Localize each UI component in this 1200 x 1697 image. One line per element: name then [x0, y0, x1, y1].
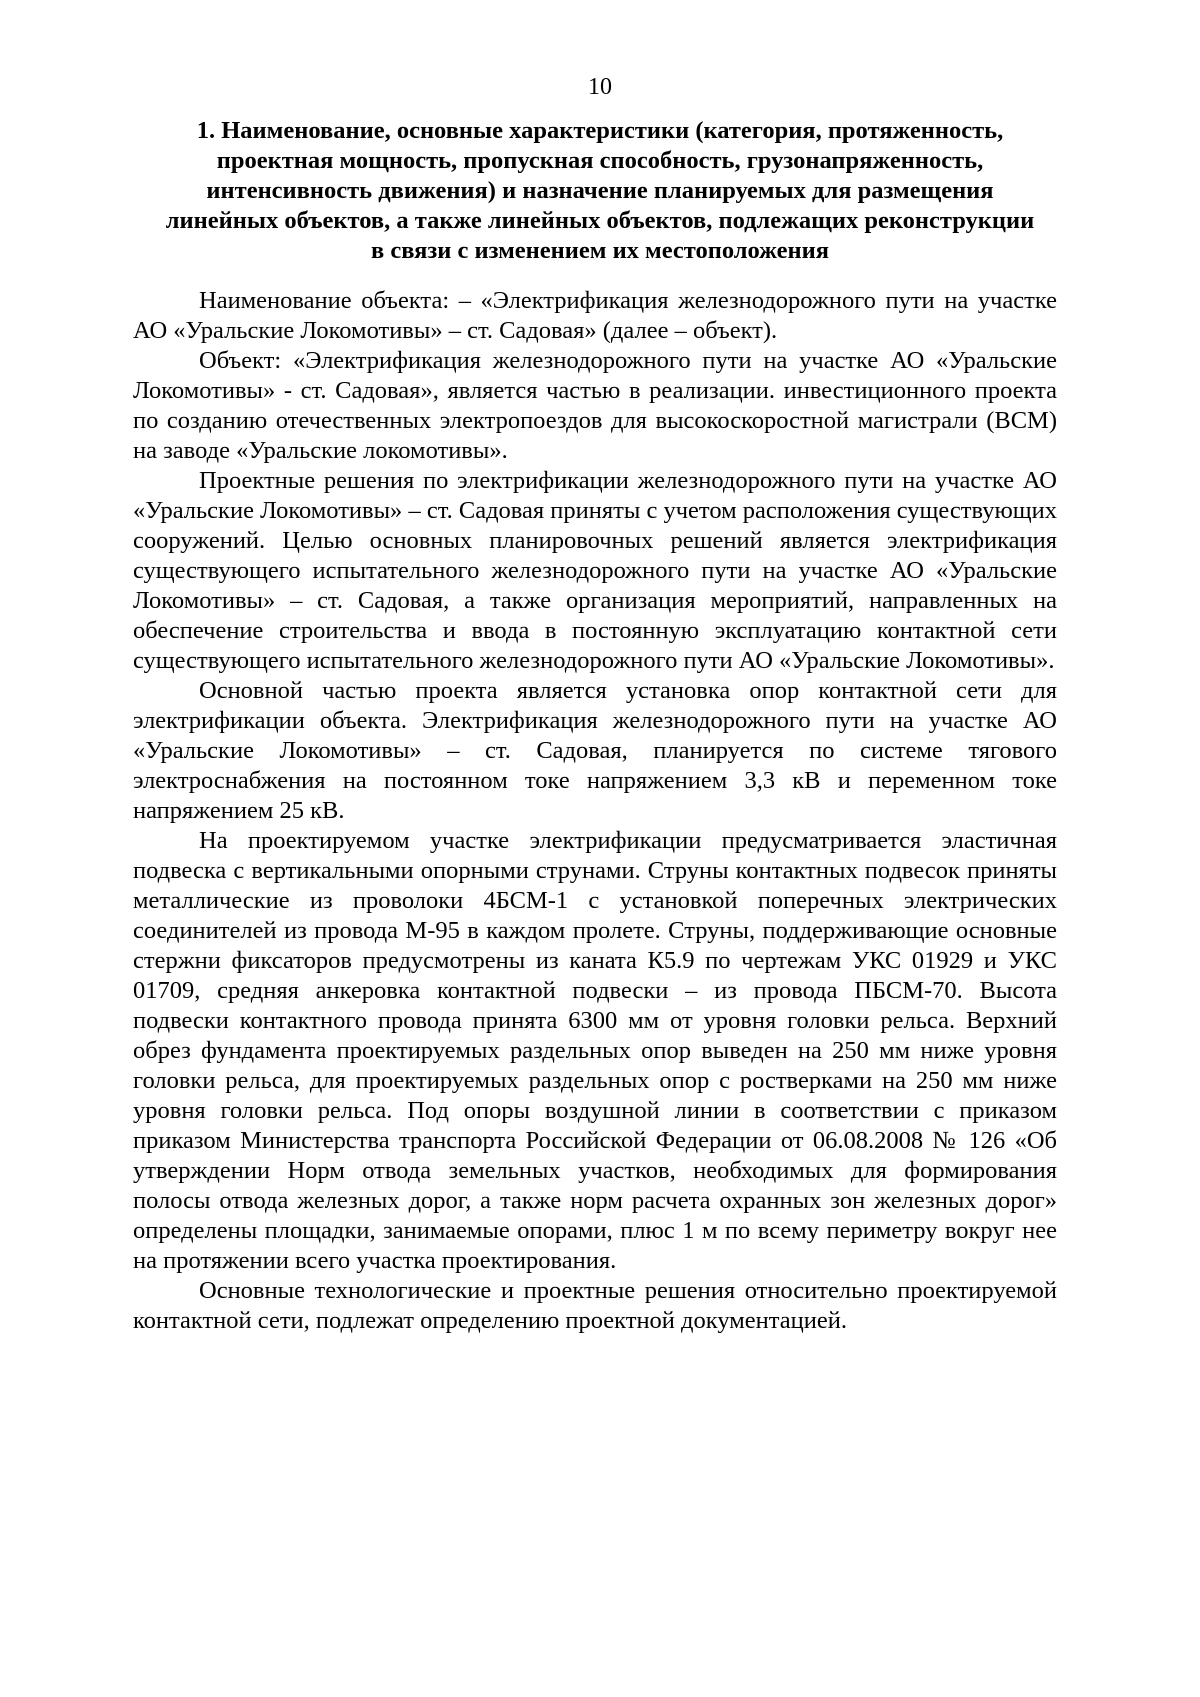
document-body	[133, 286, 1057, 1336]
section-heading: 1. Наименование, основные характеристики (категория, протяженность, проектная мощность, пропускная способность, грузонапряженность, интенсивность движения) и назначение планируемых для размещения линейных объектов, а также линейных объектов, подлежащих реконструкции в связи с изменением их местоположения	[165, 117, 1035, 264]
paragraph-main-part: Основной частью проекта является установка опор контактной сети для электрификации объекта. Электрификация железнодорожного пути на участке АО «Уральские Локомотивы» – ст. Садовая, планируется по системе тягового электроснабжения на постоянном токе напряжением 3,3 кВ и переменном токе напряжением 25 кВ.	[133, 677, 1057, 824]
paragraph-design-solutions: Проектные решения по электрификации железнодорожного пути на участке АО «Уральские Локомотивы» – ст. Садовая приняты с учетом расположения существующих сооружений. Целью основных планировочных решений является электрификация существующего испытательного железнодорожного пути на участке АО «Уральские Локомотивы» – ст. Садовая, а также организация мероприятий, направленных на обеспечение строительства и ввода в постоянную эксплуатацию контактной сети существующего испытательного железнодорожного пути АО «Уральские Локомотивы».	[133, 467, 1057, 674]
paragraph-object-description: Объект: «Электрификация железнодорожного пути на участке АО «Уральские Локомотивы» - ст. Садовая», является частью в реализации. инвестиционного проекта по созданию отечественных электропоездов для высокоскоростной магистрали (ВСМ) на заводе «Уральские локомотивы».	[133, 347, 1057, 464]
paragraph-suspension-details: На проектируемом участке электрификации предусматривается эластичная подвеска с вертикальными опорными струнами. Струны контактных подвесок приняты металлические из проволоки 4БСМ-1 с установкой поперечных электрических соединителей из провода М-95 в каждом пролете. Струны, поддерживающие основные стержни фиксаторов предусмотрены из каната К5.9 по чертежам УКС 01929 и УКС 01709, средняя анкеровка контактной подвески – из провода ПБСМ-70. Высота подвески контактного провода принята 6300 мм от уровня головки рельса. Верхний обрез фундамента проектируемых раздельных опор выведен на 250 мм ниже уровня головки рельса, для проектируемых раздельных опор с ростверками на 250 мм ниже уровня головки рельса. Под опоры воздушной линии в соответствии с приказом приказом Министерства транспорта Российской Федерации от 06.08.2008 № 126 «Об утверждении Норм отвода земельных участков, необходимых для формирования полосы отвода железных дорог, а также норм расчета охранных зон железных дорог» определены площадки, занимаемые опорами, плюс 1 м по всему периметру вокруг нее на протяжении всего участка проектирования.	[133, 827, 1057, 1274]
paragraph-conclusion: Основные технологические и проектные решения относительно проектируемой контактной сети, подлежат определению проектной документацией.	[133, 1277, 1057, 1334]
paragraph-object-name: Наименование объекта: – «Электрификация железнодорожного пути на участке АО «Уральские Локомотивы» – ст. Садовая» (далее – объект).	[133, 287, 1057, 344]
page-number: 10	[588, 74, 612, 100]
